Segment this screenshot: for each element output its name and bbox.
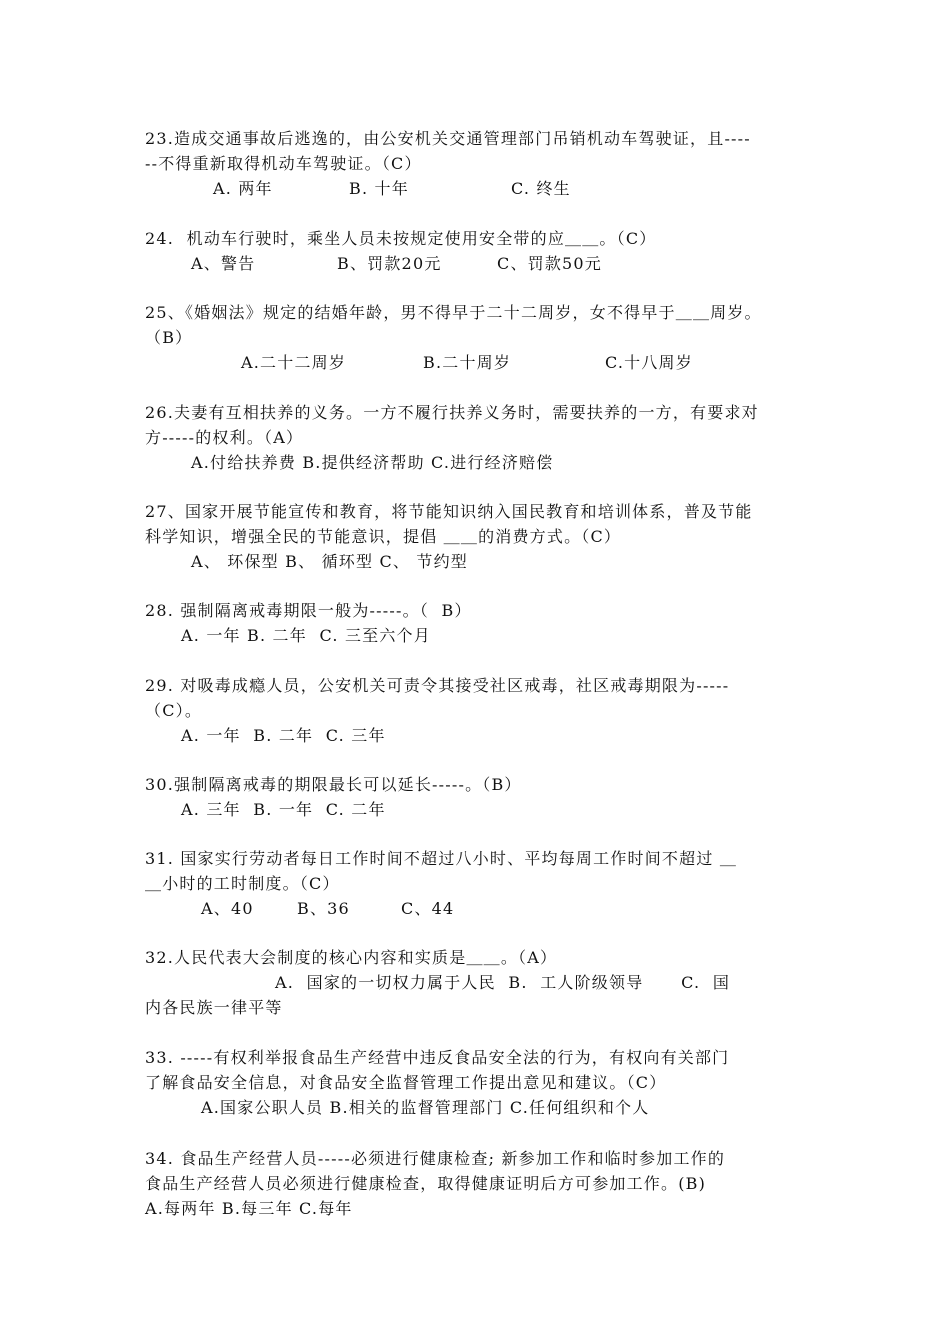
question-text: 27、国家开展节能宣传和教育，将节能知识纳入国民教育和培训体系，普及节能 <box>145 502 753 521</box>
question-text: 32.人民代表大会制度的核心内容和实质是＿＿。（A） <box>145 948 558 967</box>
question-30 <box>145 772 815 822</box>
question-text: 28. 强制隔离戒毒期限一般为-----。（ B） <box>145 601 472 620</box>
question-26 <box>145 400 815 475</box>
question-text: 24. 机动车行驶时，乘坐人员未按规定使用安全带的应＿＿。（C） <box>145 229 657 248</box>
options-row <box>145 176 815 201</box>
question-text: 了解食品安全信息，对食品安全监督管理工作提出意见和建议。（C） <box>145 1073 667 1092</box>
question-text: --不得重新取得机动车驾驶证。（C） <box>145 154 422 173</box>
question-text: （C）。 <box>145 701 203 720</box>
question-text: （B） <box>145 328 193 347</box>
option-c: C.十八周岁 <box>605 353 693 372</box>
options-row <box>145 350 815 375</box>
options-row: A. 一年 B. 二年 C. 三至六个月 <box>181 626 431 645</box>
question-31 <box>145 846 815 921</box>
option-a: A.二十二周岁 <box>241 353 347 372</box>
options-row: A.付给扶养费 B.提供经济帮助 C.进行经济赔偿 <box>191 453 554 472</box>
question-text: 23.造成交通事故后逃逸的，由公安机关交通管理部门吊销机动车驾驶证，且---- <box>145 129 751 148</box>
question-text: 科学知识，增强全民的节能意识，提倡 ＿＿的消费方式。（C） <box>145 527 622 546</box>
options-row: A. 国家的一切权力属于人民 B. 工人阶级领导 C. 国 <box>275 973 731 992</box>
question-text: 34. 食品生产经营人员-----必须进行健康检查; 新参加工作和临时参加工作的 <box>145 1149 726 1168</box>
question-24 <box>145 226 815 276</box>
option-c: C. 终生 <box>511 179 571 198</box>
question-text: ＿小时的工时制度。（C） <box>145 874 340 893</box>
question-text: 33. -----有权利举报食品生产经营中违反食品安全法的行为，有权向有关部门 <box>145 1048 730 1067</box>
option-b: B、36 <box>297 899 350 918</box>
question-text: 30.强制隔离戒毒的期限最长可以延长-----。（B） <box>145 775 522 794</box>
question-28 <box>145 598 815 648</box>
question-34 <box>145 1146 815 1221</box>
question-text: 方-----的权利。（A） <box>145 428 304 447</box>
question-text: 26.夫妻有互相扶养的义务。一方不履行扶养义务时，需要扶养的一方，有要求对 <box>145 403 759 422</box>
question-text: 29. 对吸毒成瘾人员，公安机关可责令其接受社区戒毒，社区戒毒期限为----- <box>145 676 730 695</box>
question-23 <box>145 126 815 201</box>
option-c: C、44 <box>401 899 455 918</box>
options-row: A.每两年 B.每三年 C.每年 <box>145 1199 353 1218</box>
option-c: C、罚款50元 <box>497 254 603 273</box>
question-text: 31. 国家实行劳动者每日工作时间不超过八小时、平均每周工作时间不超过 ＿ <box>145 849 738 868</box>
option-b: B.二十周岁 <box>423 353 512 372</box>
question-25 <box>145 300 815 375</box>
options-row <box>145 251 815 276</box>
options-row: A、 环保型 B、 循环型 C、 节约型 <box>191 552 468 571</box>
option-a: A. 两年 <box>213 179 273 198</box>
options-row-continued: 内各民族一律平等 <box>145 998 283 1017</box>
question-29 <box>145 673 815 748</box>
question-27 <box>145 499 815 574</box>
option-a: A、40 <box>201 899 254 918</box>
options-row <box>145 896 815 921</box>
options-row: A.国家公职人员 B.相关的监督管理部门 C.任何组织和个人 <box>201 1098 650 1117</box>
question-32 <box>145 945 815 1020</box>
option-b: B. 十年 <box>349 179 409 198</box>
question-text: 食品生产经营人员必须进行健康检查，取得健康证明后方可参加工作。(B) <box>145 1174 707 1193</box>
options-row: A. 三年 B. 一年 C. 二年 <box>181 800 386 819</box>
option-b: B、罚款20元 <box>337 254 442 273</box>
options-row: A. 一年 B. 二年 C. 三年 <box>181 726 386 745</box>
option-a: A、警告 <box>191 254 256 273</box>
question-text: 25、《婚姻法》规定的结婚年龄，男不得早于二十二周岁，女不得早于＿＿周岁。 <box>145 303 762 322</box>
question-33 <box>145 1045 815 1120</box>
